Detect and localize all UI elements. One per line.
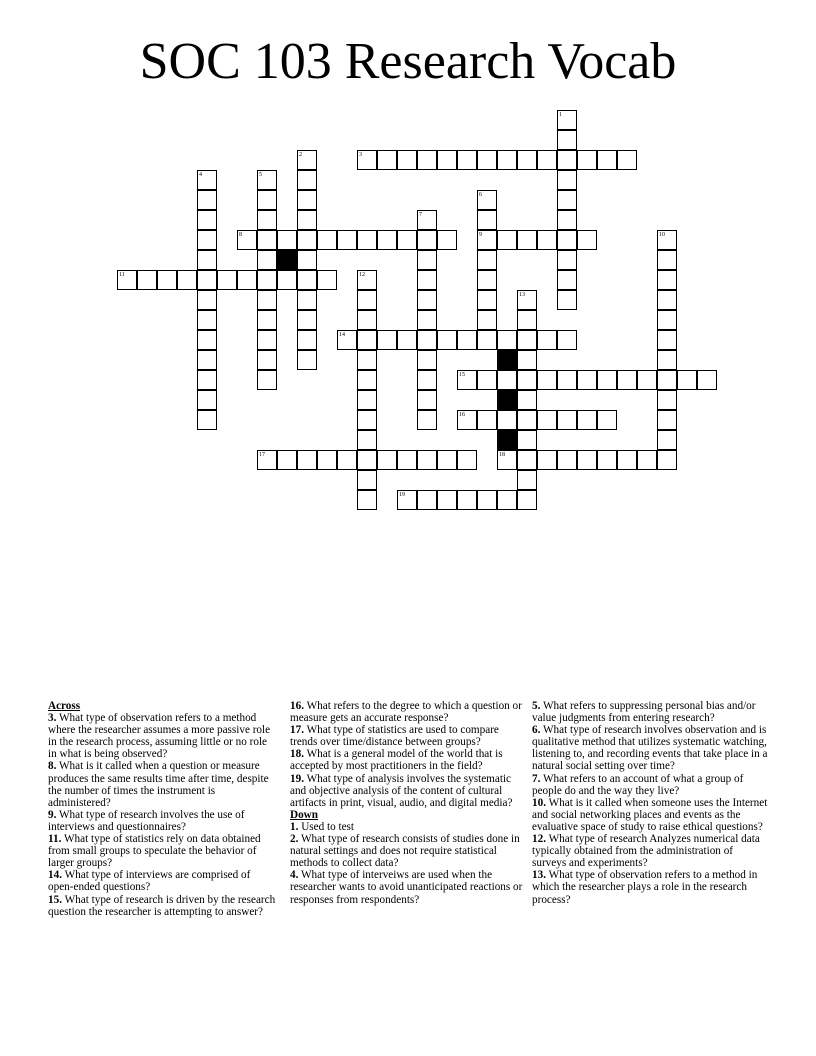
grid-cell[interactable] xyxy=(597,410,617,430)
grid-cell[interactable] xyxy=(297,190,317,210)
grid-cell[interactable] xyxy=(277,270,297,290)
grid-cell[interactable] xyxy=(297,170,317,190)
grid-cell[interactable] xyxy=(657,330,677,350)
clue-number: 14 xyxy=(339,332,345,338)
grid-cell[interactable] xyxy=(517,450,537,470)
grid-cell[interactable] xyxy=(657,430,677,450)
grid-cell[interactable] xyxy=(417,270,437,290)
clue-number: 12 xyxy=(359,272,365,278)
grid-cell[interactable] xyxy=(457,150,477,170)
grid-cell[interactable] xyxy=(297,330,317,350)
grid-cell[interactable] xyxy=(357,390,377,410)
grid-cell[interactable] xyxy=(557,270,577,290)
grid-cell[interactable] xyxy=(177,270,197,290)
grid-cell[interactable] xyxy=(477,150,497,170)
grid-cell[interactable] xyxy=(557,370,577,390)
clue-number: 2 xyxy=(299,152,302,158)
grid-cell[interactable] xyxy=(477,210,497,230)
black-square xyxy=(277,250,297,270)
clue-down-13: 13. What type of observation refers to a method in which the researcher plays a role in the research process? xyxy=(532,869,758,906)
clue-number: 5 xyxy=(259,172,262,178)
grid-cell[interactable] xyxy=(537,410,557,430)
grid-cell[interactable] xyxy=(497,450,517,470)
clue-number: 15 xyxy=(459,372,465,378)
clue-down-10: 10. What is it called when someone uses the Internet and social networking places and events as the evaluative space of study to raise ethical questions? xyxy=(532,796,768,833)
clue-down-5: 5. What refers to suppressing personal bias and/or value judgments from entering research? xyxy=(532,700,756,725)
clue-down-2: 2. What type of research consists of studies done in natural settings and does not require statistical methods to collect data? xyxy=(290,833,520,870)
clue-number: 11 xyxy=(119,272,125,278)
grid-cell[interactable] xyxy=(317,450,337,470)
grid-cell[interactable] xyxy=(377,230,397,250)
grid-cell[interactable] xyxy=(477,270,497,290)
grid-cell[interactable] xyxy=(597,150,617,170)
grid-cell[interactable] xyxy=(457,490,477,510)
grid-cell[interactable] xyxy=(357,410,377,430)
clue-across-11: 11. What type of statistics rely on data obtained from small groups to speculate the behavior of larger groups? xyxy=(48,833,261,870)
grid-cell[interactable] xyxy=(477,330,497,350)
grid-cell[interactable] xyxy=(417,410,437,430)
grid-cell[interactable] xyxy=(657,270,677,290)
clue-across-9: 9. What type of research involves the use of interviews and questionnaires? xyxy=(48,808,245,833)
grid-cell[interactable] xyxy=(417,450,437,470)
grid-cell[interactable] xyxy=(517,150,537,170)
grid-cell[interactable] xyxy=(197,330,217,350)
grid-cell[interactable] xyxy=(557,210,577,230)
grid-cell[interactable] xyxy=(617,150,637,170)
clue-down-1: 1. Used to test xyxy=(290,820,355,833)
clue-number: 4 xyxy=(199,172,202,178)
clue-number: 13 xyxy=(519,292,525,298)
grid-cell[interactable] xyxy=(657,290,677,310)
grid-cell[interactable] xyxy=(477,410,497,430)
grid-cell[interactable] xyxy=(537,330,557,350)
grid-cell[interactable] xyxy=(417,150,437,170)
grid-cell[interactable] xyxy=(357,310,377,330)
grid-cell[interactable] xyxy=(517,230,537,250)
grid-cell[interactable] xyxy=(577,230,597,250)
grid-cell[interactable] xyxy=(357,150,377,170)
grid-cell[interactable] xyxy=(297,210,317,230)
grid-cell[interactable] xyxy=(417,310,437,330)
clue-number: 17 xyxy=(259,452,265,458)
grid-cell[interactable] xyxy=(637,450,657,470)
grid-cell[interactable] xyxy=(257,270,277,290)
grid-cell[interactable] xyxy=(357,490,377,510)
grid-cell[interactable] xyxy=(357,350,377,370)
grid-cell[interactable] xyxy=(557,330,577,350)
grid-cell[interactable] xyxy=(557,410,577,430)
grid-cell[interactable] xyxy=(657,230,677,250)
grid-cell[interactable] xyxy=(357,430,377,450)
grid-cell[interactable] xyxy=(417,330,437,350)
clue-down-6: 6. What type of research involves observation and is qualitative method that utilizes systematic watching, listening to, and recording events that take place in a natural social setting over time? xyxy=(532,724,768,773)
grid-cell[interactable] xyxy=(557,190,577,210)
grid-cell[interactable] xyxy=(697,370,717,390)
clue-down-12: 12. What type of research Analyzes numerical data typically obtained from the administration of surveys and experiments? xyxy=(532,833,760,870)
grid-cell[interactable] xyxy=(317,270,337,290)
grid-cell[interactable] xyxy=(557,130,577,150)
grid-cell[interactable] xyxy=(417,250,437,270)
grid-cell[interactable] xyxy=(297,150,317,170)
grid-cell[interactable] xyxy=(257,190,277,210)
grid-cell[interactable] xyxy=(677,370,697,390)
grid-cell[interactable] xyxy=(417,350,437,370)
black-square xyxy=(497,390,517,410)
grid-cell[interactable] xyxy=(377,330,397,350)
clue-number: 6 xyxy=(479,192,482,198)
grid-cell[interactable] xyxy=(417,210,437,230)
grid-cell[interactable] xyxy=(557,110,577,130)
grid-cell[interactable] xyxy=(357,230,377,250)
grid-cell[interactable] xyxy=(317,230,337,250)
grid-cell[interactable] xyxy=(537,150,557,170)
grid-cell[interactable] xyxy=(517,330,537,350)
grid-cell[interactable] xyxy=(577,410,597,430)
clue-number: 3 xyxy=(359,152,362,158)
grid-cell[interactable] xyxy=(197,170,217,190)
clue-number: 16 xyxy=(459,412,465,418)
grid-cell[interactable] xyxy=(477,370,497,390)
grid-cell[interactable] xyxy=(197,270,217,290)
grid-cell[interactable] xyxy=(237,230,257,250)
grid-cell[interactable] xyxy=(197,390,217,410)
grid-cell[interactable] xyxy=(257,230,277,250)
grid-cell[interactable] xyxy=(337,330,357,350)
grid-cell[interactable] xyxy=(297,250,317,270)
grid-cell[interactable] xyxy=(457,410,477,430)
grid-cell[interactable] xyxy=(517,430,537,450)
grid-cell[interactable] xyxy=(157,270,177,290)
clues-column-1 xyxy=(48,700,276,918)
grid-cell[interactable] xyxy=(357,470,377,490)
grid-cell[interactable] xyxy=(257,170,277,190)
down-heading: Down xyxy=(290,808,318,821)
grid-cell[interactable] xyxy=(577,450,597,470)
grid-cell[interactable] xyxy=(417,490,437,510)
grid-cell[interactable] xyxy=(297,450,317,470)
clue-across-16: 16. What refers to the degree to which a question or measure gets an accurate response? xyxy=(290,700,522,725)
grid-cell[interactable] xyxy=(417,390,437,410)
grid-cell[interactable] xyxy=(517,410,537,430)
grid-cell[interactable] xyxy=(537,450,557,470)
grid-cell[interactable] xyxy=(597,370,617,390)
grid-cell[interactable] xyxy=(377,450,397,470)
grid-cell[interactable] xyxy=(437,490,457,510)
grid-cell[interactable] xyxy=(517,290,537,310)
grid-cell[interactable] xyxy=(557,230,577,250)
grid-cell[interactable] xyxy=(357,270,377,290)
grid-cell[interactable] xyxy=(477,290,497,310)
grid-cell[interactable] xyxy=(517,490,537,510)
grid-cell[interactable] xyxy=(537,230,557,250)
clues-column-3 xyxy=(532,700,768,906)
clue-number: 10 xyxy=(659,232,665,238)
clue-number: 1 xyxy=(559,112,562,118)
grid-cell[interactable] xyxy=(497,330,517,350)
grid-cell[interactable] xyxy=(557,250,577,270)
grid-cell[interactable] xyxy=(337,230,357,250)
grid-cell[interactable] xyxy=(437,330,457,350)
grid-cell[interactable] xyxy=(417,230,437,250)
grid-cell[interactable] xyxy=(657,250,677,270)
grid-cell[interactable] xyxy=(257,250,277,270)
grid-cell[interactable] xyxy=(477,490,497,510)
grid-cell[interactable] xyxy=(277,450,297,470)
clue-across-3: 3. What type of observation refers to a method where the researcher assumes a more passive role in the research process, assuming little or no role in what is being observed? xyxy=(48,712,271,761)
page-title: SOC 103 Research Vocab xyxy=(139,33,677,90)
grid-cell[interactable] xyxy=(477,250,497,270)
grid-cell[interactable] xyxy=(437,450,457,470)
grid-cell[interactable] xyxy=(417,370,437,390)
grid-cell[interactable] xyxy=(197,210,217,230)
grid-cell[interactable] xyxy=(437,150,457,170)
grid-cell[interactable] xyxy=(477,230,497,250)
grid-cell[interactable] xyxy=(397,490,417,510)
grid-cell[interactable] xyxy=(497,370,517,390)
grid-cell[interactable] xyxy=(577,150,597,170)
grid-cell[interactable] xyxy=(257,210,277,230)
grid-cell[interactable] xyxy=(297,270,317,290)
grid-cell[interactable] xyxy=(657,410,677,430)
grid-cell[interactable] xyxy=(197,350,217,370)
grid-cell[interactable] xyxy=(657,310,677,330)
grid-cell[interactable] xyxy=(297,230,317,250)
clue-number: 19 xyxy=(399,492,405,498)
grid-cell[interactable] xyxy=(257,350,277,370)
grid-cell[interactable] xyxy=(397,330,417,350)
grid-cell[interactable] xyxy=(497,410,517,430)
grid-cell[interactable] xyxy=(517,310,537,330)
grid-cell[interactable] xyxy=(397,150,417,170)
clue-across-8: 8. What is it called when a question or measure produces the same results time after time, despite the number of times the instrument is administered? xyxy=(48,760,269,809)
grid-cell[interactable] xyxy=(637,370,657,390)
grid-cell[interactable] xyxy=(517,470,537,490)
grid-cell[interactable] xyxy=(357,290,377,310)
grid-cell[interactable] xyxy=(497,490,517,510)
grid-cell[interactable] xyxy=(657,370,677,390)
grid-cell[interactable] xyxy=(197,370,217,390)
grid-cell[interactable] xyxy=(297,350,317,370)
grid-cell[interactable] xyxy=(517,350,537,370)
grid-cell[interactable] xyxy=(557,150,577,170)
grid-cell[interactable] xyxy=(457,370,477,390)
grid-cell[interactable] xyxy=(517,370,537,390)
grid-cell[interactable] xyxy=(597,450,617,470)
grid-cell[interactable] xyxy=(617,450,637,470)
grid-cell[interactable] xyxy=(257,290,277,310)
grid-cell[interactable] xyxy=(657,450,677,470)
clue-down-4: 4. What type of interveiws are used when the researcher wants to avoid unanticipated reactions or responses from respondents? xyxy=(290,869,523,906)
grid-cell[interactable] xyxy=(557,450,577,470)
grid-cell[interactable] xyxy=(197,310,217,330)
grid-cell[interactable] xyxy=(277,230,297,250)
grid-cell[interactable] xyxy=(417,290,437,310)
grid-cell[interactable] xyxy=(257,330,277,350)
grid-cell[interactable] xyxy=(237,270,257,290)
grid-cell[interactable] xyxy=(477,190,497,210)
black-square xyxy=(497,430,517,450)
grid-cell[interactable] xyxy=(657,390,677,410)
clue-across-17: 17. What type of statistics are used to compare trends over time/distance between groups? xyxy=(290,724,499,749)
grid-cell[interactable] xyxy=(397,450,417,470)
grid-cell[interactable] xyxy=(657,350,677,370)
clue-across-18: 18. What is a general model of the world that is accepted by most practitioners in the field? xyxy=(290,748,503,773)
grid-cell[interactable] xyxy=(537,370,557,390)
grid-cell[interactable] xyxy=(197,250,217,270)
across-heading: Across xyxy=(48,700,81,712)
clue-across-15: 15. What type of research is driven by the research question the researcher is attempting to answer? xyxy=(48,893,276,918)
grid-cell[interactable] xyxy=(257,450,277,470)
clue-across-14: 14. What type of interviews are comprised of open-ended questions? xyxy=(48,869,251,894)
grid-cell[interactable] xyxy=(437,230,457,250)
clue-across-19: 19. What type of analysis involves the systematic and objective analysis of the content of cultural artifacts in print, visual, audio, and digital media? xyxy=(290,772,513,809)
grid-cell[interactable] xyxy=(557,170,577,190)
grid-cell[interactable] xyxy=(197,290,217,310)
grid-cell[interactable] xyxy=(617,370,637,390)
grid-cell[interactable] xyxy=(477,310,497,330)
grid-cell[interactable] xyxy=(397,230,417,250)
grid-cell[interactable] xyxy=(257,310,277,330)
grid-cell[interactable] xyxy=(337,450,357,470)
grid-cell[interactable] xyxy=(457,330,477,350)
grid-cell[interactable] xyxy=(357,450,377,470)
grid-cell[interactable] xyxy=(137,270,157,290)
grid-cell[interactable] xyxy=(117,270,137,290)
grid-cell[interactable] xyxy=(257,370,277,390)
grid-cell[interactable] xyxy=(297,310,317,330)
clue-number: 9 xyxy=(479,232,482,238)
grid-cell[interactable] xyxy=(577,370,597,390)
grid-cell[interactable] xyxy=(197,410,217,430)
grid-cell[interactable] xyxy=(197,190,217,210)
grid-cell[interactable] xyxy=(297,290,317,310)
clue-number: 18 xyxy=(499,452,505,458)
clue-number: 8 xyxy=(239,232,242,238)
black-square xyxy=(497,350,517,370)
grid-cell[interactable] xyxy=(197,230,217,250)
grid-cell[interactable] xyxy=(557,290,577,310)
grid-cell[interactable] xyxy=(517,390,537,410)
grid-cell[interactable] xyxy=(357,330,377,350)
grid-cell[interactable] xyxy=(497,230,517,250)
grid-cell[interactable] xyxy=(357,370,377,390)
grid-cell[interactable] xyxy=(497,150,517,170)
clue-down-7: 7. What refers to an account of what a group of people do and the way they live? xyxy=(532,772,744,797)
grid-cell[interactable] xyxy=(457,450,477,470)
grid-cell[interactable] xyxy=(377,150,397,170)
grid-cell[interactable] xyxy=(217,270,237,290)
clues-column-2 xyxy=(290,700,526,906)
clue-number: 7 xyxy=(419,212,422,218)
